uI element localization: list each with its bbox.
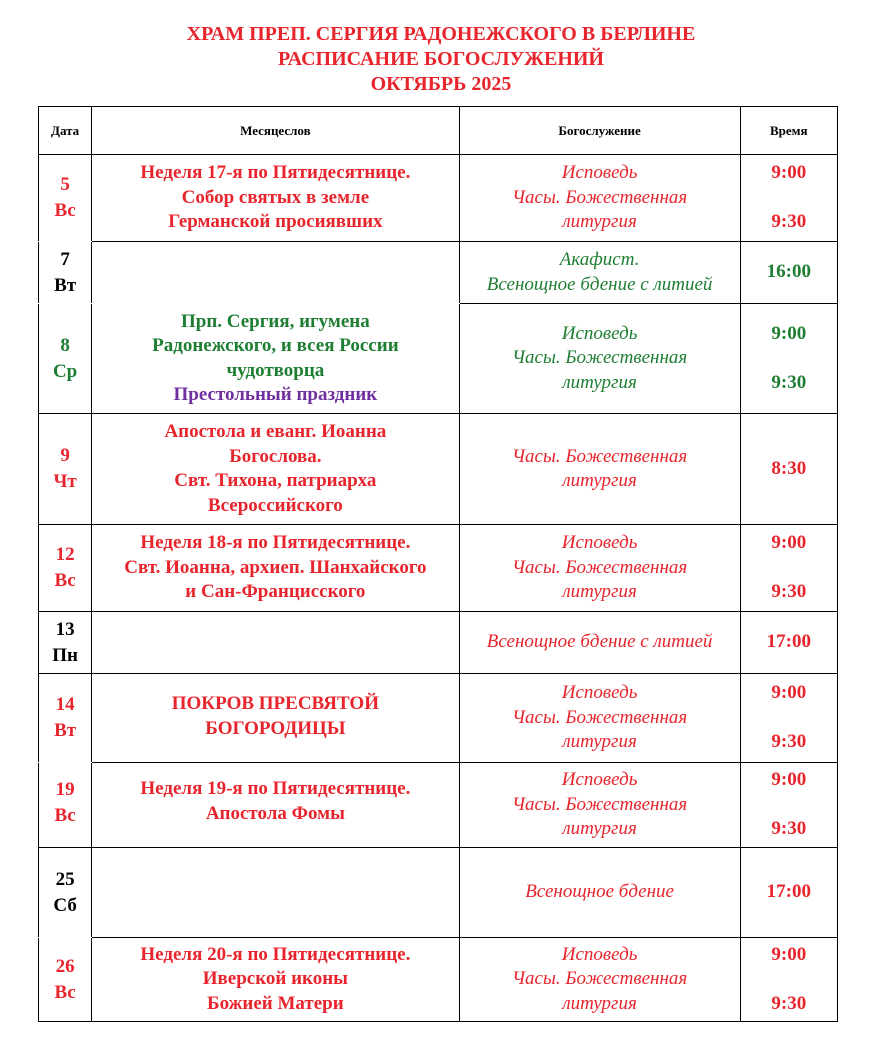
saint-line: и Сан-Францисского (185, 581, 366, 603)
weekday: Вт (54, 274, 77, 296)
service-line: Часы. Божественная (511, 186, 688, 208)
service-cell (459, 938, 740, 1022)
service-cell (459, 848, 740, 938)
saint-line: чудотворца (226, 359, 325, 381)
service-line: Исповедь (561, 769, 638, 791)
time-value: 17:00 (766, 881, 811, 903)
time-value: 9:00 (771, 532, 807, 554)
time-cell (740, 612, 837, 674)
service-line: Часы. Божественная (511, 706, 688, 728)
service-line: литургия (562, 470, 637, 491)
saint-line: Свт. Иоанна, архиеп. Шанхайского (124, 556, 427, 578)
saint-line: Неделя 18-я по Пятидесятнице. (140, 532, 411, 554)
weekday: Вс (54, 570, 76, 591)
service-line: Всенощное бдение с литией (486, 273, 713, 295)
weekday: Сб (53, 894, 77, 916)
saint-line: Богослова. (229, 445, 322, 467)
saint-line: Апостола и еванг. Иоанна (164, 421, 387, 442)
day-number: 19 (55, 779, 75, 800)
date-cell (39, 763, 92, 848)
service-line: Всенощное бдение с литией (486, 631, 713, 653)
time-value: 9:30 (771, 992, 807, 1014)
schedule-title: РАСПИСАНИЕ БОГОСЛУЖЕНИЙ (278, 48, 604, 70)
time-cell (740, 674, 837, 763)
col-header-service: Богослужение (459, 107, 740, 155)
weekday: Чт (53, 471, 77, 492)
service-line: Исповедь (561, 532, 638, 554)
time-cell (740, 242, 837, 304)
time-value: 9:00 (771, 769, 807, 791)
day-number: 9 (60, 445, 70, 466)
service-line: литургия (562, 818, 637, 840)
col-header-date: Дата (39, 107, 92, 155)
day-number: 12 (55, 544, 75, 565)
saint-line: Прп. Сергия, игумена (181, 310, 370, 332)
time-cell (740, 414, 837, 525)
saint-line: Неделя 20-я по Пятидесятнице. (140, 943, 411, 965)
church-name: ХРАМ ПРЕП. СЕРГИЯ РАДОНЕЖСКОГО В БЕРЛИНЕ (186, 23, 696, 45)
table-row (39, 242, 838, 304)
service-line: Всенощное бдение (525, 881, 674, 903)
service-line: Исповедь (561, 162, 638, 184)
service-line: литургия (562, 731, 637, 753)
saints-cell (92, 938, 459, 1022)
weekday: Пн (52, 644, 78, 666)
day-number: 8 (60, 334, 70, 356)
time-value: 9:30 (771, 211, 807, 233)
table-row (39, 674, 838, 763)
weekday: Вс (54, 981, 76, 1003)
date-cell (39, 612, 92, 674)
saints-cell (92, 525, 459, 612)
table-row (39, 525, 838, 612)
day-number: 26 (55, 955, 75, 977)
time-cell (740, 304, 837, 414)
service-line: литургия (562, 992, 637, 1014)
time-value: 8:30 (771, 457, 807, 479)
saints-cell (92, 763, 459, 848)
service-cell (459, 612, 740, 674)
date-cell (39, 674, 92, 763)
time-cell (740, 848, 837, 938)
time-value: 9:30 (771, 581, 807, 603)
service-line: Часы. Божественная (511, 445, 688, 467)
col-header-saints: Месяцеслов (92, 107, 459, 155)
weekday: Ср (52, 360, 78, 382)
saint-line: Германской просиявших (168, 211, 383, 233)
saints-cell (92, 304, 459, 414)
saint-line: ПОКРОВ ПРЕСВЯТОЙ (171, 693, 379, 714)
saints-cell (92, 414, 459, 525)
table-row (39, 938, 838, 1022)
time-value: 17:00 (766, 631, 811, 653)
service-line: литургия (562, 211, 637, 233)
time-value: 9:00 (771, 943, 807, 965)
service-line: литургия (562, 371, 637, 393)
date-cell (39, 525, 92, 612)
time-value: 9:30 (771, 371, 807, 393)
service-line: Часы. Божественная (511, 793, 688, 815)
saint-line: Радонежского, и всея России (152, 335, 399, 356)
time-value: 9:00 (771, 682, 807, 704)
service-line: Акафист. (559, 249, 640, 270)
table-row (39, 612, 838, 674)
saint-line: Божией Матери (207, 992, 344, 1014)
service-cell (459, 242, 740, 304)
saint-line: Иверской иконы (202, 968, 349, 990)
time-cell (740, 938, 837, 1022)
service-cell (459, 763, 740, 848)
service-cell (459, 414, 740, 525)
service-line: Часы. Божественная (511, 556, 688, 578)
saint-line: Неделя 19-я по Пятидесятнице. (140, 778, 411, 799)
time-cell (740, 155, 837, 242)
saints-cell (92, 155, 459, 242)
service-line: Часы. Божественная (511, 347, 688, 369)
service-cell (459, 304, 740, 414)
saint-line: Всероссийского (207, 494, 343, 516)
saints-cell (92, 848, 459, 938)
table-row (39, 304, 838, 414)
weekday: Вс (54, 805, 76, 826)
date-cell (39, 242, 92, 304)
time-value: 9:30 (771, 818, 807, 840)
day-number: 25 (55, 868, 75, 890)
saints-cell (92, 674, 459, 763)
service-line: Исповедь (561, 682, 638, 704)
table-row (39, 848, 838, 938)
date-cell (39, 304, 92, 414)
day-number: 14 (55, 694, 75, 715)
table-row (39, 763, 838, 848)
table-row (39, 155, 838, 242)
saint-line: Свт. Тихона, патриарха (174, 470, 377, 491)
date-cell (39, 155, 92, 242)
date-cell (39, 848, 92, 938)
service-cell (459, 674, 740, 763)
service-line: Исповедь (561, 322, 638, 344)
service-line: литургия (562, 581, 637, 603)
table-row (39, 414, 838, 525)
patronal-feast-label: Престольный праздник (173, 384, 378, 405)
time-value: 9:00 (771, 322, 807, 344)
schedule-table (38, 106, 838, 1022)
schedule-header (0, 0, 882, 97)
time-value: 16:00 (766, 261, 811, 283)
service-line: Часы. Божественная (511, 968, 688, 990)
saint-line: Неделя 17-я по Пятидесятнице. (140, 162, 411, 184)
date-cell (39, 938, 92, 1022)
saints-cell (92, 242, 459, 304)
time-cell (740, 525, 837, 612)
col-header-time: Время (740, 107, 837, 155)
weekday: Вс (54, 200, 76, 221)
saint-line: Собор святых в земле (181, 186, 370, 208)
service-cell (459, 525, 740, 612)
service-cell (459, 155, 740, 242)
saints-cell (92, 612, 459, 674)
time-cell (740, 763, 837, 848)
weekday: Вт (54, 720, 77, 741)
date-cell (39, 414, 92, 525)
table-header-row (39, 107, 838, 155)
time-value: 9:00 (771, 162, 807, 184)
day-number: 13 (55, 618, 75, 640)
day-number: 7 (60, 248, 70, 270)
saint-line: Апостола Фомы (205, 802, 345, 824)
day-number: 5 (60, 174, 70, 195)
time-value: 9:30 (771, 731, 807, 753)
service-line: Исповедь (561, 943, 638, 965)
saint-line: БОГОРОДИЦЫ (205, 717, 346, 739)
schedule-month: ОКТЯБРЬ 2025 (370, 73, 512, 95)
